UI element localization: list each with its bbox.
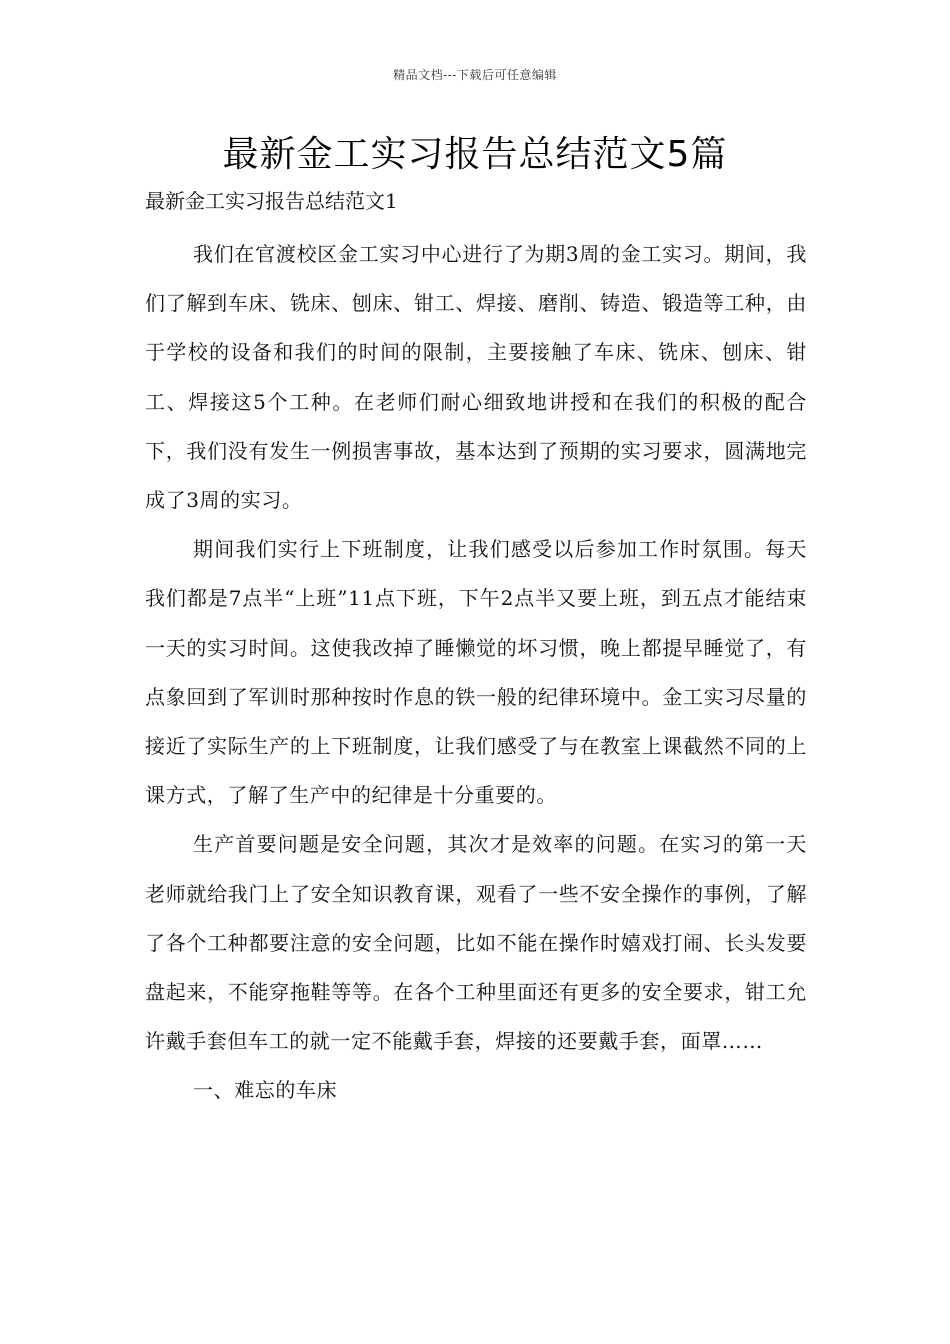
paragraph-1: 我们在官渡校区金工实习中心进行了为期3周的金工实习。期间，我们了解到车床、铣床、刨床、钳工、焊接、磨削、铸造、锻造等工种，由于学校的设备和我们的时间的限制，主要接触了车床、铣床、刨床、钳工、焊接这5个工种。在老师们耐心细致地讲授和在我们的积极的配合下，我们没有发生一例损害事故，基本达到了预期的实习要求，圆满地完成了3周的实习。 — [145, 242, 807, 513]
paragraph-3: 生产首要问题是安全问题，其次才是效率的问题。在实习的第一天老师就给我门上了安全知识教育课，观看了一些不安全操作的事例，了解了各个工种都要注意的安全问题，比如不能在操作时嬉戏打闹、长头发要盘起来，不能穿拖鞋等等。在各个工种里面还有更多的安全要求，钳工允许戴手套但车工的就一定不能戴手套，焊接的还要戴手套，面罩…… — [145, 832, 807, 1054]
header-note: 精品文档---下载后可任意编辑 — [393, 68, 557, 82]
document-subtitle: 最新金工实习报告总结范文1 — [145, 189, 398, 213]
document-title: 最新金工实习报告总结范文5篇 — [222, 134, 728, 175]
paragraph-2: 期间我们实行上下班制度，让我们感受以后参加工作时氛围。每天我们都是7点半“上班”11点下班，下午2点半又要上班，到五点才能结束一天的实习时间。这使我改掉了睡懒觉的坏习惯，晚上都提早睡觉了，有点象回到了军训时那种按时作息的铁一般的纪律环境中。金工实习尽量的接近了实际生产的上下班制度，让我们感受了与在教室上课截然不同的上课方式，了解了生产中的纪律是十分重要的。 — [145, 537, 807, 808]
document-body — [145, 230, 807, 1116]
section-heading: 一、难忘的车床 — [193, 1078, 338, 1103]
